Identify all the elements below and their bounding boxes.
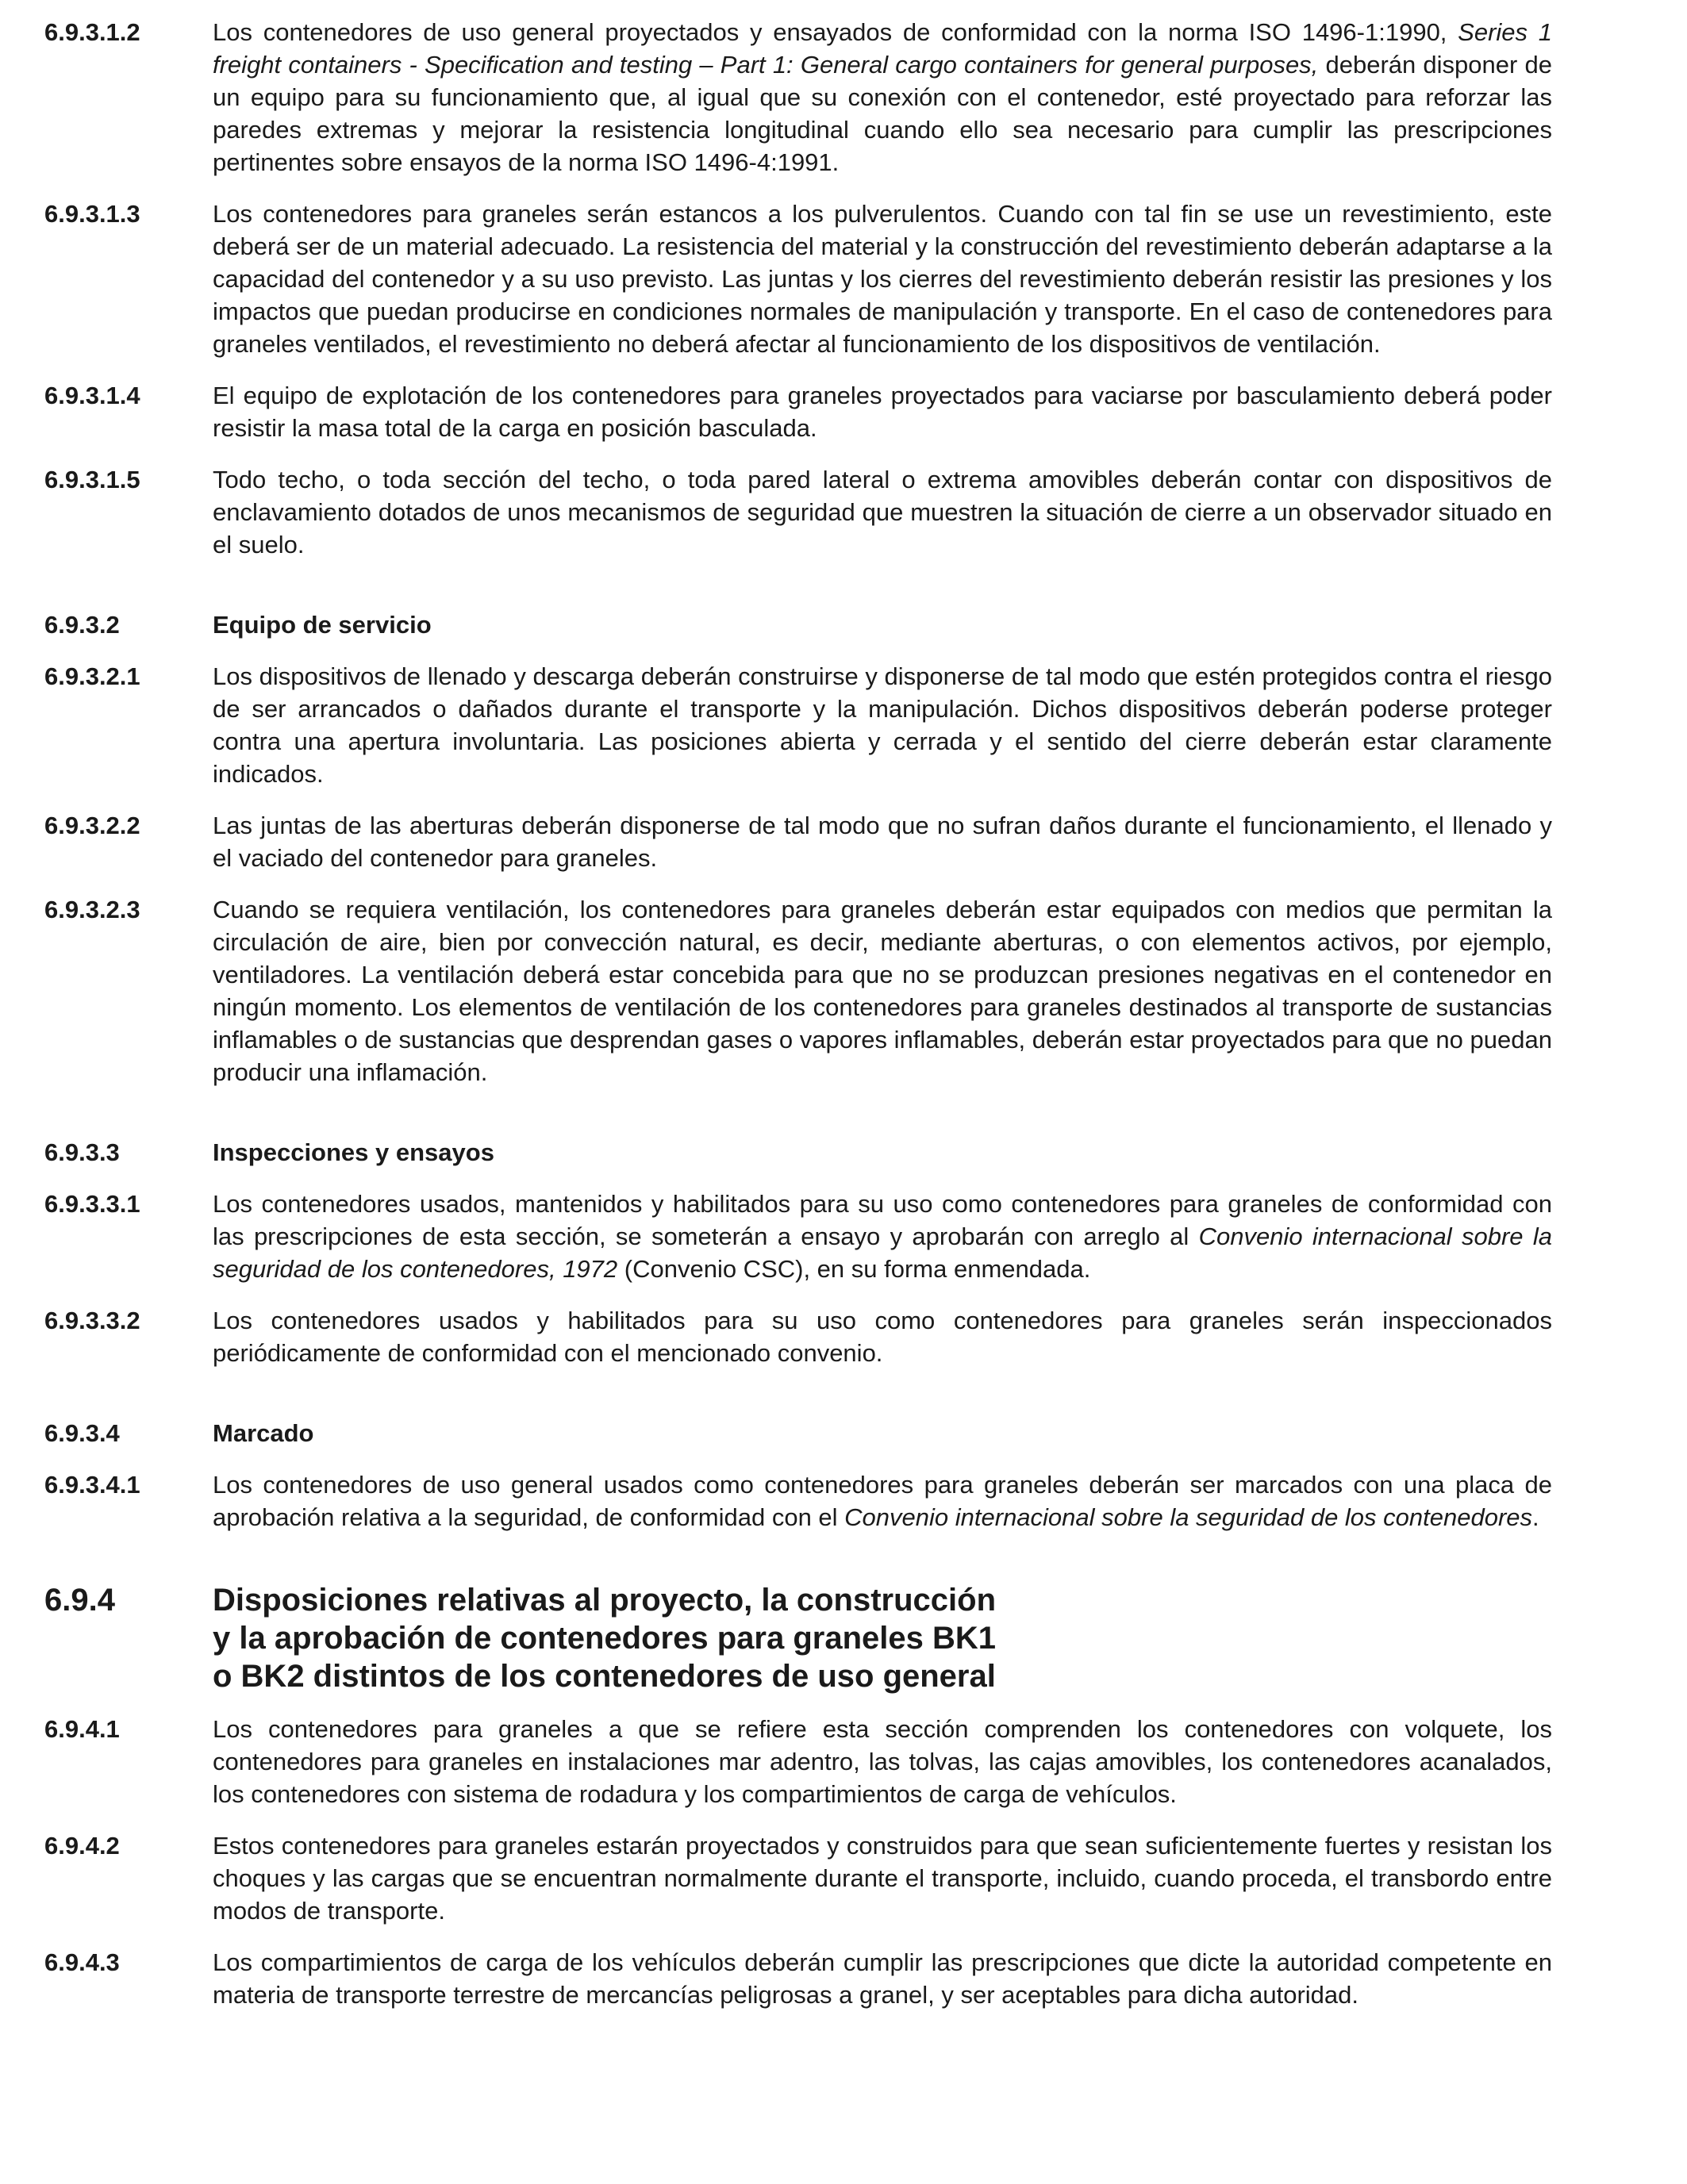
paragraph-text [213,1304,1552,1369]
text-run: Las juntas de las aberturas deberán disponerse de tal modo que no sufran daños durante el funcionamiento, el llenado y el vaciado del contenedor para graneles. [213,812,1552,872]
paragraph-number: 6.9.3.2.2 [44,812,140,839]
subsection-heading [44,1136,1552,1169]
text-run: Los contenedores para graneles a que se refiere esta sección comprenden los contenedores con volquete, los contenedores para graneles en instalaciones mar adentro, las tolvas, las cajas amovibles, los contenedores acanalados, los contenedores con sistema de rodadura y los compartimientos de carga de vehículos. [213,1715,1552,1808]
text-run: Los compartimientos de carga de los vehículos deberán cumplir las prescripciones que dicte la autoridad competente en materia de transporte terrestre de mercancías peligrosas a granel, y ser aceptables para dicha autoridad. [213,1948,1552,2009]
paragraph [44,893,1552,1088]
text-run: Los contenedores usados, mantenidos y habilitados para su uso como contenedores para graneles de conformidad con las prescripciones de esta sección, se someterán a ensayo y aprobarán con arreglo al [213,1190,1552,1250]
subsection-title [213,1417,1552,1449]
subsection-heading [44,1417,1552,1449]
paragraph [44,1188,1552,1285]
subsection-title [213,1136,1552,1169]
paragraph-number: 6.9.3.2.3 [44,896,140,923]
text-run: . [1532,1503,1539,1531]
paragraph-text [213,660,1552,790]
paragraph [44,463,1552,561]
paragraph [44,16,1552,178]
paragraph-text [213,379,1552,444]
text-run: Todo techo, o toda sección del techo, o toda pared lateral o extrema amovibles deberán contar con dispositivos de enclavamiento dotados de unos mecanismos de seguridad que muestren la situación de cierre a un observador situado en el suelo. [213,466,1552,558]
paragraph-number: 6.9.3.3 [44,1138,120,1166]
paragraph-number: 6.9.3.1.5 [44,466,140,493]
paragraph-number: 6.9.4.1 [44,1715,120,1743]
paragraph-text [213,893,1552,1088]
text-run: Cuando se requiera ventilación, los contenedores para graneles deberán estar equipados con medios que permitan la circulación de aire, bien por convección natural, es decir, mediante aberturas, o con elementos activos, por ejemplo, ventiladores. La ventilación deberá estar concebida para que no se produzcan presiones negativas en el contenedor en ningún momento. Los elementos de ventilación de los contenedores para graneles destinados al transporte de sustancias inflamables o de sustancias que desprendan gases o vapores inflamables, deberán estar proyectados para que no puedan producir una inflamación. [213,896,1552,1086]
text-run: Inspecciones y ensayos [213,1138,494,1166]
italic-text: Convenio internacional sobre la seguridad de los contenedores, 1972 [213,1223,1552,1283]
paragraph-number: 6.9.4 [44,1583,115,1618]
section-title-line: o BK2 distintos de los contenedores de uso general [213,1659,996,1694]
paragraph [44,1829,1552,1927]
paragraph-text [213,1713,1552,1810]
paragraph-text [213,1946,1552,2011]
paragraph-text [213,1468,1552,1533]
paragraph-number: 6.9.3.1.4 [44,382,140,409]
paragraph-number: 6.9.3.1.3 [44,200,140,228]
text-run: Los dispositivos de llenado y descarga deberán construirse y disponerse de tal modo que estén protegidos contra el riesgo de ser arrancados o dañados durante el transporte y la manipulación. Dichos dispositivos deberán poderse proteger contra una apertura involuntaria. Las posiciones abierta y cerrada y el sentido del cierre deberán estar claramente indicados. [213,662,1552,788]
paragraph-number: 6.9.3.2 [44,611,120,639]
paragraph-text [213,1829,1552,1927]
text-run: Los contenedores usados y habilitados para su uso como contenedores para graneles serán inspeccionados periódicamente de conformidad con el mencionado convenio. [213,1307,1552,1367]
paragraph [44,1946,1552,2011]
section-heading [44,1581,1552,1695]
section-title-line: Disposiciones relativas al proyecto, la construcción [213,1583,997,1618]
paragraph-number: 6.9.3.4 [44,1419,120,1447]
section-title [213,1581,1552,1695]
paragraph-number: 6.9.3.2.1 [44,662,140,690]
paragraph-number: 6.9.3.1.2 [44,18,140,46]
paragraph-number: 6.9.4.3 [44,1948,120,1976]
italic-text: Convenio internacional sobre la seguridad de los contenedores [844,1503,1533,1531]
paragraph [44,379,1552,444]
text-run: (Convenio CSC), en su forma enmendada. [617,1255,1091,1283]
paragraph-number: 6.9.4.2 [44,1832,120,1860]
paragraph [44,1304,1552,1369]
paragraph-number: 6.9.3.3.1 [44,1190,140,1218]
text-run: Estos contenedores para graneles estarán proyectados y construidos para que sean suficientemente fuertes y resistan los choques y las cargas que se encuentran normalmente durante el transporte, incluido, cuando proceda, el transbordo entre modos de transporte. [213,1832,1552,1925]
text-run: Marcado [213,1419,314,1447]
paragraph-text [213,198,1552,360]
paragraph-number: 6.9.3.4.1 [44,1471,140,1499]
paragraph [44,1468,1552,1533]
paragraph [44,1713,1552,1810]
paragraph-number: 6.9.3.3.2 [44,1307,140,1334]
paragraph [44,809,1552,874]
text-run: Los contenedores de uso general proyectados y ensayados de conformidad con la norma ISO 1496-1:1990, [213,18,1458,46]
paragraph [44,198,1552,360]
section-title-line: y la aprobación de contenedores para graneles BK1 [213,1621,996,1656]
paragraph-text [213,1188,1552,1285]
text-run: Los contenedores de uso general usados como contenedores para graneles deberán ser marcados con una placa de aprobación relativa a la seguridad, de conformidad con el [213,1471,1552,1531]
paragraph [44,660,1552,790]
subsection-heading [44,608,1552,641]
document-page [44,16,1552,2030]
text-run: Los contenedores para graneles serán estancos a los pulverulentos. Cuando con tal fin se use un revestimiento, este deberá ser de un material adecuado. La resistencia del material y la construcción del revestimiento deberán adaptarse a la capacidad del contenedor y a su uso previsto. Las juntas y los cierres del revestimiento deberán resistir las presiones y los impactos que puedan producirse en condiciones normales de manipulación y transporte. En el caso de contenedores para graneles ventilados, el revestimiento no deberá afectar al funcionamiento de los dispositivos de ventilación. [213,200,1552,358]
text-run: deberán disponer de un equipo para su funcionamiento que, al igual que su conexión con el contenedor, esté proyectado para reforzar las paredes extremas y mejorar la resistencia longitudinal cuando ello sea necesario para cumplir las prescripciones pertinentes sobre ensayos de la norma ISO 1496-4:1991. [213,51,1552,176]
italic-text: Series 1 freight containers - Specification and testing – Part 1: General cargo containers for general purposes, [213,18,1552,79]
paragraph-text [213,463,1552,561]
text-run: El equipo de explotación de los contenedores para graneles proyectados para vaciarse por basculamiento deberá poder resistir la masa total de la carga en posición basculada. [213,382,1552,442]
subsection-title [213,608,1552,641]
text-run: Equipo de servicio [213,611,432,639]
paragraph-text [213,809,1552,874]
paragraph-text [213,16,1552,178]
